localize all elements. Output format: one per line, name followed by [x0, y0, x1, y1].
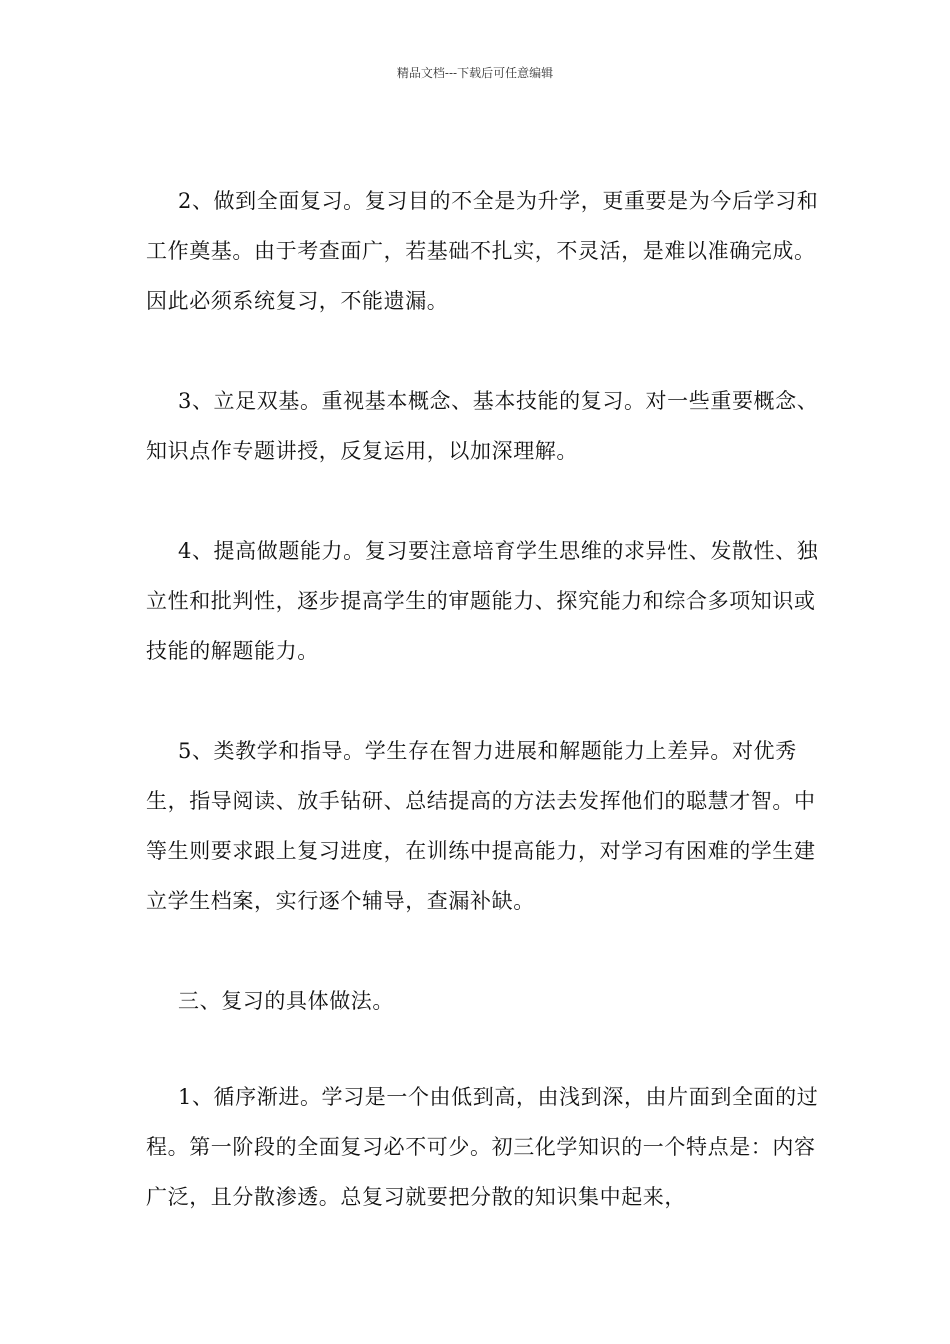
paragraph-comprehensive-review: 2、做到全面复习。复习目的不全是为升学，更重要是为今后学习和工作奠基。由于考查面广，若基础不扎实，不灵活，是难以准确完成。因此必须系统复习，不能遗漏。 — [146, 189, 819, 313]
section-heading-methods: 三、复习的具体做法。 — [178, 989, 394, 1013]
paragraph-dual-basics: 3、立足双基。重视基本概念、基本技能的复习。对一些重要概念、知识点作专题讲授，反复运用，以加深理解。 — [146, 389, 819, 463]
paragraph-step-by-step: 1、循序渐进。学习是一个由低到高，由浅到深，由片面到全面的过程。第一阶段的全面复习必不可少。初三化学知识的一个特点是：内容广泛，且分散渗透。总复习就要把分散的知识集中起来， — [146, 1085, 819, 1209]
page-header: 精品文档---下载后可任意编辑 — [396, 66, 554, 80]
paragraph-problem-solving: 4、提高做题能力。复习要注意培育学生思维的求异性、发散性、独立性和批判性，逐步提高学生的审题能力、探究能力和综合多项知识或技能的解题能力。 — [146, 539, 819, 663]
paragraph-tiered-teaching: 5、类教学和指导。学生存在智力进展和解题能力上差异。对优秀生，指导阅读、放手钻研、总结提高的方法去发挥他们的聪慧才智。中等生则要求跟上复习进度，在训练中提高能力，对学习有困难的学生建立学生档案，实行逐个辅导，查漏补缺。 — [146, 739, 816, 913]
